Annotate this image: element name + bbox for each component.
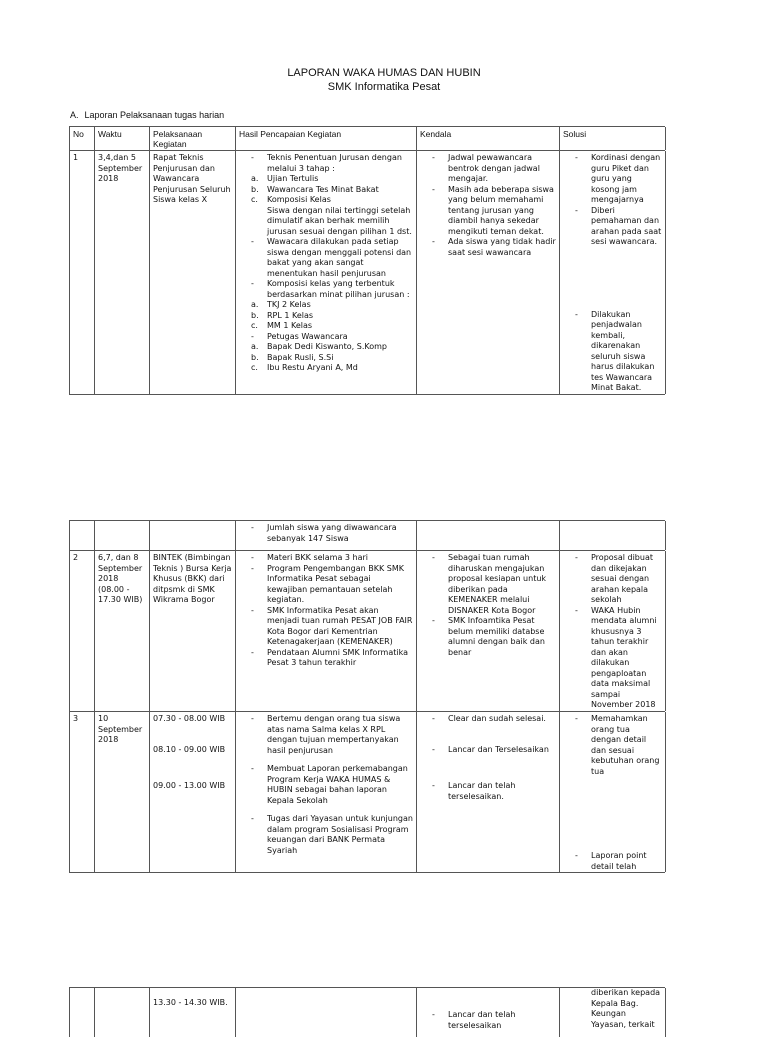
list-item: c. Ibu Restu Aryani A, Md (251, 363, 358, 372)
row-hasil (236, 151, 417, 394)
row-waktu (95, 988, 150, 1037)
list-item: - Masih ada beberapa siswa yang belum memahami tentang jurusan yang diambil hanya sekedar mengikuti teman dekat. (420, 185, 556, 238)
list-item: - Bertemu dengan orang tua siswa atas nama Salma kelas X RPL dengan tujuan mempertanyakan hasil penjurusan (239, 714, 413, 756)
list-item: - Laporan point detail telah (563, 851, 662, 872)
row-waktu: 3,4,dan 5 September 2018 (95, 151, 150, 394)
list-item: - Program Pengembangan BKK SMK Informatika Pesat sebagai kewajiban pemantauan setelah kegiatan. (239, 564, 413, 606)
list-item: b. RPL 1 Kelas (251, 310, 314, 320)
list-item: c. Komposisi Kelas (251, 195, 331, 204)
list-item: - SMK Infoamtika Pesat belum memiliki databse alumni dengan baik dan benar (420, 616, 556, 658)
row-kendala (417, 521, 560, 550)
list-item: - Jumlah siswa yang diwawancara sebanyak 147 Siswa (239, 523, 413, 544)
time-slot: 08.10 - 09.00 WIB (153, 744, 226, 754)
list-note: diberikan kepada Kepala Bag. Keungan Yayasan, terkait (591, 988, 661, 1029)
table-row (69, 550, 665, 711)
row-waktu: 10 September 2018 (95, 712, 150, 872)
row-kendala (417, 551, 560, 711)
list-item: - Lancar dan Terselesaikan (420, 745, 556, 756)
list-item: - Materi BKK selama 3 hari (239, 553, 413, 564)
row-no: 1 (70, 151, 95, 394)
table-row (69, 987, 665, 1037)
header-waktu: Waktu (95, 127, 150, 150)
table-header-row (69, 126, 665, 150)
time-slot: 09.00 - 13.00 WIB (153, 781, 226, 790)
section-heading (70, 110, 224, 121)
row-pelaksanaan (150, 521, 236, 550)
list-item: - Pendataan Alumni SMK Informatika Pesat 3 tahun terakhir (239, 648, 413, 669)
row-solusi (560, 988, 666, 1037)
time-slot: 13.30 - 14.30 WIB. (153, 998, 228, 1007)
row-kendala (417, 151, 560, 394)
list-item: - Ada siswa yang tidak hadir saat sesi wawancara (420, 237, 556, 258)
header-pelaksanaan: Pelaksanaan Kegiatan (150, 127, 236, 150)
list-item: a. Bapak Dedi Kiswanto, S.Komp (251, 342, 387, 351)
list-item: - Lancar dan telah terselesaikan. (420, 781, 556, 802)
header-kendala: Kendala (417, 127, 560, 150)
row-solusi (560, 712, 666, 872)
list-note: Siswa dengan nilai tertinggi setelah dimulatif akan berhak memilih jurusan sesuai dengan pilihan 1 dst. (267, 205, 412, 236)
list-item: - SMK Informatika Pesat akan menjadi tuan rumah PESAT JOB FAIR Kota Bogor dari Kementrian Ketenagakerjaan (KEMENAKER) (239, 606, 413, 648)
list-item: - Kordinasi dengan guru Piket dan guru yang kosong jam mengajarnya (563, 153, 662, 206)
doc-subtitle: SMK Informatika Pesat (327, 81, 441, 93)
list-item: - WAKA Hubin mendata alumni khususnya 3 tahun terakhir dan akan dilakukan pengaploatan data maksimal sampai November 2018 (563, 606, 662, 711)
row-no: 3 (70, 712, 95, 872)
list-item: b. Wawancara Tes Minat Bakat (251, 184, 379, 194)
row-solusi (560, 521, 666, 550)
list-item: - Diberi pemahaman dan arahan pada saat sesi wawancara. (563, 206, 662, 248)
header-no: No (70, 127, 95, 150)
list-item: c. MM 1 Kelas (251, 321, 313, 330)
row-solusi (560, 151, 666, 394)
row-pelaksanaan: BINTEK (Bimbingan Teknis ) Bursa Kerja Khusus (BKK) dari ditpsmk di SMK Wikrama Bogor (150, 551, 236, 711)
row-time-slots (150, 712, 236, 872)
row-hasil (236, 551, 417, 711)
list-item: - Teknis Penentuan Jurusan dengan melalui 3 tahap : (239, 153, 413, 174)
list-item: - Membuat Laporan perkemabangan Program Kerja WAKA HUMAS & HUBIN sebagai bahan laporan Kepala Sekolah (239, 764, 413, 806)
list-item: - Dilakukan penjadwalan kembali, dikarenakan seluruh siswa harus dilakukan tes Wawancara Minat Bakat. (563, 310, 662, 394)
row-hasil (236, 712, 417, 872)
section-label: A. (70, 110, 79, 120)
list-item: - Lancar dan telah terselesaikan (420, 1010, 556, 1031)
table-row (69, 150, 665, 395)
row-no: 2 (70, 551, 95, 711)
header-hasil: Hasil Pencapaian Kegiatan (236, 127, 417, 150)
row-waktu (95, 521, 150, 550)
list-item: a. TKJ 2 Kelas (251, 300, 311, 309)
list-item: - Komposisi kelas yang terbentuk berdasarkan minat pilihan jurusan : (239, 279, 413, 300)
list-item: - Petugas Wawancara (239, 332, 413, 343)
list-item: a. Ujian Tertulis (251, 174, 319, 183)
list-item: - Memahamkan orang tua dengan detail dan sesuai kebutuhan orang tua (563, 714, 662, 777)
header-solusi: Solusi (560, 127, 666, 150)
table-row (69, 711, 665, 873)
doc-title: LAPORAN WAKA HUMAS DAN HUBIN (287, 67, 481, 79)
row-no (70, 521, 95, 550)
section-text: Laporan Pelaksanaan tugas harian (84, 110, 225, 120)
list-item: - Jadwal pewawancara bentrok dengan jadwal mengajar. (420, 153, 556, 185)
row-hasil (236, 521, 417, 550)
time-slot: 07.30 - 08.00 WIB (153, 714, 226, 723)
row-solusi (560, 551, 666, 711)
list-item: - Wawacara dilakukan pada setiap siswa dengan menggali potensi dan bakat yang akan sangat menentukan hasil penjurusan (239, 237, 413, 279)
row-kendala (417, 988, 560, 1037)
row-no (70, 988, 95, 1037)
list-item: - Sebagai tuan rumah diharuskan mengajukan proposal kesiapan untuk diberikan pada KEMENAKER melalui DISNAKER Kota Bogor (420, 553, 556, 616)
table-row (69, 520, 665, 550)
list-item: - Tugas dari Yayasan untuk kunjungan dalam program Sosialisasi Program keuangan dari BANK Permata Syariah (239, 814, 413, 856)
row-time-slots (150, 988, 236, 1037)
row-waktu: 6,7, dan 8 September 2018 (08.00 - 17.30 WIB) (95, 551, 150, 711)
list-item: b. Bapak Rusli, S.Si (251, 352, 334, 362)
row-kendala (417, 712, 560, 872)
list-item: - Proposal dibuat dan dikejakan sesuai dengan arahan kepala sekolah (563, 553, 662, 606)
row-hasil (236, 988, 417, 1037)
row-pelaksanaan: Rapat Teknis Penjurusan dan Wawancara Penjurusan Seluruh Siswa kelas X (150, 151, 236, 394)
list-item: - Clear dan sudah selesai. (420, 714, 556, 725)
